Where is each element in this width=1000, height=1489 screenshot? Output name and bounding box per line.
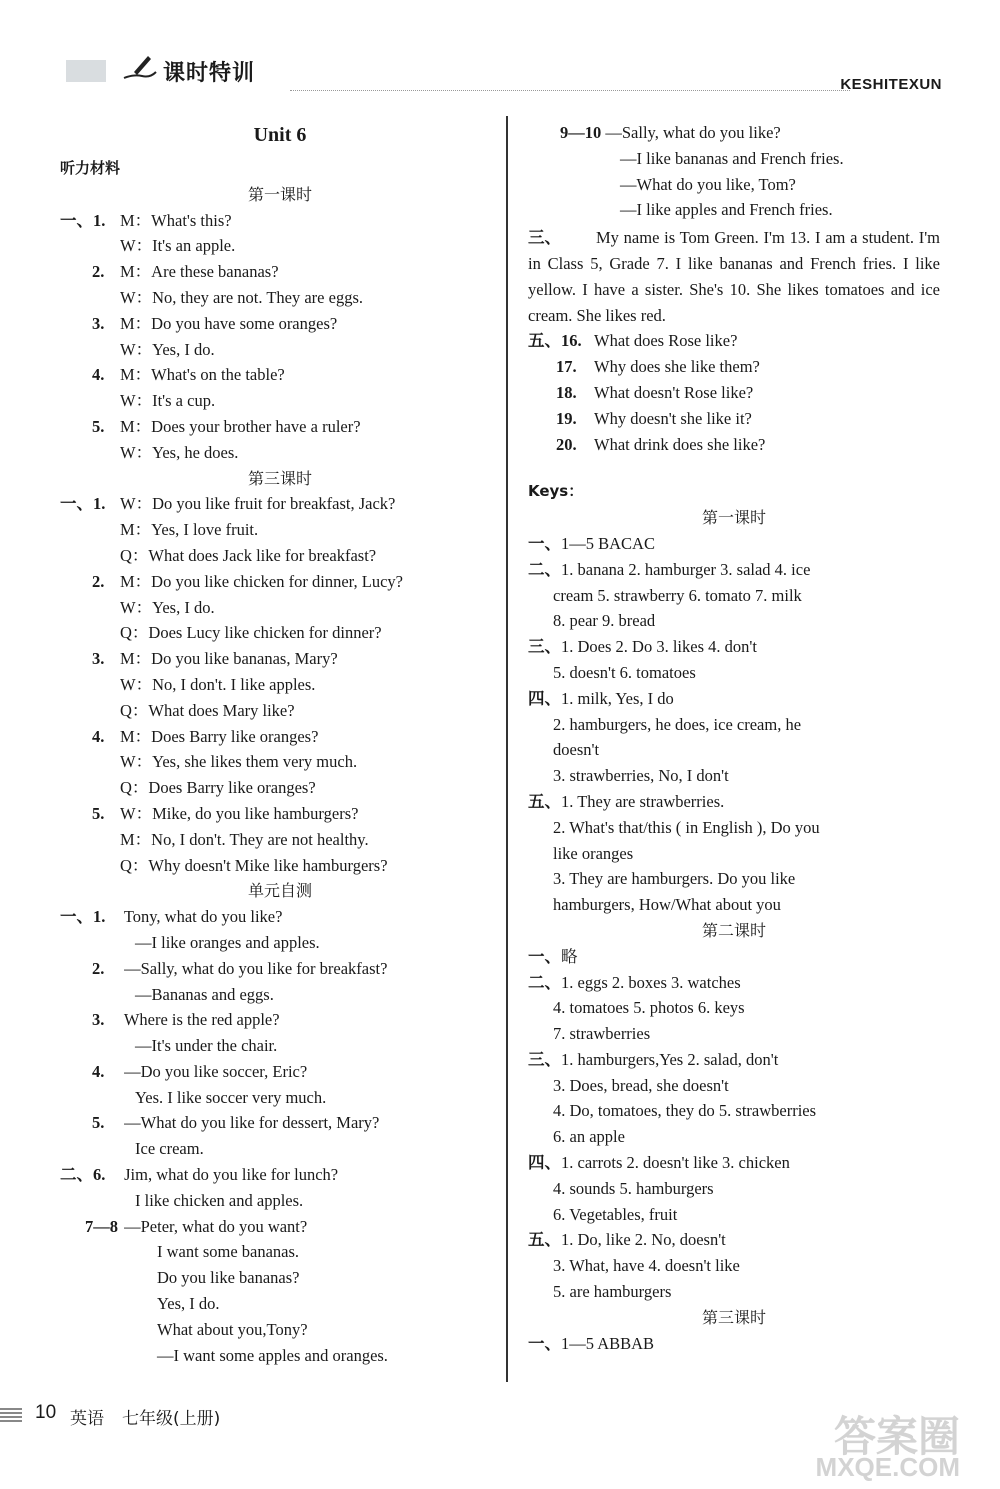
line-text: 1. Does 2. Do 3. likes 4. don't: [561, 637, 757, 657]
text-line: [528, 146, 940, 172]
line-text: Where is the red apple?: [120, 1010, 280, 1030]
text-line: [528, 583, 940, 609]
item-number: 17.: [556, 357, 577, 377]
text-line: [528, 686, 940, 712]
text-line: [528, 1073, 940, 1099]
text-line: [60, 1162, 500, 1188]
section-heading: 第一课时: [701, 508, 766, 528]
line-text: Why does she like them?: [594, 357, 760, 377]
item-number: 20.: [556, 434, 577, 454]
text-line: [60, 311, 500, 337]
line-text: —I like apples and French fries.: [620, 200, 833, 220]
item-number: 2.: [92, 571, 105, 591]
right-column: [528, 120, 940, 1356]
section-heading: 第二课时: [701, 920, 766, 940]
text-line: [528, 1124, 940, 1150]
line-text: M：Does Barry like oranges?: [120, 726, 319, 746]
text-line: [528, 354, 940, 380]
text-line: [60, 233, 500, 259]
line-text: W：Yes, I do.: [120, 339, 215, 359]
item-number: 4.: [92, 1061, 105, 1081]
line-text: —What do you like, Tom?: [620, 174, 796, 194]
line-text: 1. eggs 2. boxes 3. watches: [561, 972, 741, 992]
line-text: —Do you like soccer, Eric?: [120, 1061, 308, 1081]
text-line: [528, 1227, 940, 1253]
text-line: [60, 491, 500, 517]
text-line: [60, 698, 500, 724]
item-number: 一、: [528, 1333, 561, 1353]
text-line: [528, 970, 940, 996]
text-line: [60, 1317, 500, 1343]
text-line: [528, 892, 940, 918]
line-text: —I like oranges and apples.: [135, 932, 320, 952]
text-line: [60, 1188, 500, 1214]
item-number: 5.: [92, 416, 105, 436]
line-text: What about you,Tony?: [157, 1319, 308, 1339]
text-line: [528, 815, 940, 841]
line-text: 6. an apple: [553, 1127, 625, 1147]
line-text: Q：What does Jack like for breakfast?: [120, 545, 377, 565]
line-text: —Peter, what do you want?: [120, 1216, 308, 1236]
text-line: [528, 1331, 940, 1357]
text-line: [528, 660, 940, 686]
line-text: 1. carrots 2. doesn't like 3. chicken: [561, 1153, 790, 1173]
text-line: [528, 1150, 940, 1176]
text-line: [60, 982, 500, 1008]
line-text: doesn't: [553, 740, 600, 760]
text-line: [60, 1136, 500, 1162]
text-line: [60, 388, 500, 414]
text-line: [528, 608, 940, 634]
watermark-logo: 答案圈: [833, 1412, 960, 1461]
text-line: [60, 1007, 500, 1033]
text-line: [60, 1265, 500, 1291]
item-number: 一、1.: [60, 907, 106, 927]
line-text: M：Are these bananas?: [120, 262, 279, 282]
text-line: [60, 1239, 500, 1265]
line-text: 6. Vegetables, fruit: [553, 1204, 678, 1224]
text-line: [528, 380, 940, 406]
text-line: [60, 1110, 500, 1136]
text-line: [528, 197, 940, 223]
line-text: 3. strawberries, No, I don't: [553, 766, 729, 786]
line-text: 5. are hamburgers: [553, 1282, 672, 1302]
line-text: —Sally, what do you like?: [601, 123, 781, 142]
watermark-url: MXQE.COM: [815, 1452, 960, 1482]
line-text: What drink does she like?: [594, 434, 766, 454]
logo-text: 课时特训: [163, 61, 256, 86]
section-heading: 第一课时: [247, 184, 312, 204]
text-line: [60, 414, 500, 440]
line-text: 5. doesn't 6. tomatoes: [553, 662, 696, 682]
line-text: —Sally, what do you like for breakfast?: [120, 958, 388, 978]
left-column: [60, 120, 500, 1368]
text-line: [528, 1176, 940, 1202]
text-line: [60, 749, 500, 775]
passage-number: 三、: [528, 228, 561, 248]
text-line: [60, 775, 500, 801]
line-text: —I want some apples and oranges.: [157, 1345, 388, 1365]
item-number: 一、1.: [60, 494, 106, 514]
listening-continued: [528, 120, 940, 223]
brand-latin: KESHITEXUN: [840, 76, 942, 93]
line-text: 2. What's that/this ( in English ), Do you: [553, 817, 820, 837]
listening-material: [60, 182, 500, 1369]
line-text: W：No, I don't. I like apples.: [120, 674, 316, 694]
text-line: [60, 259, 500, 285]
subject-label: 英语: [70, 1409, 104, 1429]
text-line: [60, 337, 500, 363]
line-text: 1. Do, like 2. No, doesn't: [561, 1230, 726, 1250]
line-text: What does Rose like?: [594, 331, 738, 351]
text-line: [60, 362, 500, 388]
line-text: 2. hamburgers, he does, ice cream, he: [553, 714, 802, 734]
item-number: 一、1.: [60, 210, 106, 230]
line-text: 1—5 ABBAB: [561, 1333, 655, 1353]
text-line: [528, 1202, 940, 1228]
line-text: M：Do you like bananas, Mary?: [120, 649, 338, 669]
line-text: —I like bananas and French fries.: [620, 148, 844, 168]
questions-list: [528, 328, 940, 457]
text-line: [60, 543, 500, 569]
item-number: 二、6.: [60, 1165, 106, 1185]
text-line: [528, 712, 940, 738]
text-line: [60, 853, 500, 879]
item-number: 五、16.: [528, 331, 582, 351]
page-icon: [0, 1408, 22, 1424]
text-line: [60, 930, 500, 956]
line-text: cream 5. strawberry 6. tomato 7. milk: [553, 585, 802, 605]
line-text: 4. tomatoes 5. photos 6. keys: [553, 998, 745, 1018]
line-text: Yes. I like soccer very much.: [135, 1087, 327, 1107]
grade-label: 七年级(上册): [122, 1409, 221, 1429]
line-text: Yes, I do.: [157, 1294, 220, 1314]
text-line: [528, 944, 940, 970]
line-text: Q：Why doesn't Mike like hamburgers?: [120, 855, 388, 875]
item-number: 二、: [528, 559, 561, 579]
pen-icon: [120, 54, 160, 84]
text-line: [60, 827, 500, 853]
line-text: 3. They are hamburgers. Do you like: [553, 869, 796, 889]
item-number: 3.: [92, 1010, 105, 1030]
item-number: 四、: [528, 688, 561, 708]
item-number: 4.: [92, 365, 105, 385]
line-text: Q：What does Mary like?: [120, 700, 295, 720]
line-text: 3. What, have 4. doesn't like: [553, 1256, 740, 1276]
line-text: M：What's this?: [120, 210, 232, 230]
text-line: [528, 328, 940, 354]
item-number: 7—8: [85, 1216, 118, 1236]
line-text: 1. hamburgers,Yes 2. salad, don't: [561, 1049, 779, 1069]
line-text: What doesn't Rose like?: [594, 382, 754, 402]
line-text: 4. Do, tomatoes, they do 5. strawberries: [553, 1101, 817, 1121]
text-line: [60, 956, 500, 982]
text-line: [528, 1047, 940, 1073]
item-number: 5.: [92, 1113, 105, 1133]
text-line: [528, 406, 940, 432]
header-dotted-line: [290, 90, 850, 91]
text-line: [528, 634, 940, 660]
text-line: [528, 531, 940, 557]
text-line: [60, 517, 500, 543]
text-line: [60, 595, 500, 621]
item-number: 3.: [92, 649, 105, 669]
text-line: [60, 672, 500, 698]
text-line: [528, 995, 940, 1021]
line-text: W：It's an apple.: [120, 236, 236, 256]
answer-keys: [528, 505, 940, 1356]
text-line: [60, 724, 500, 750]
line-text: M：No, I don't. They are not healthy.: [120, 829, 369, 849]
line-text: 1—5 BACAC: [561, 533, 655, 553]
item-number: 5.: [92, 803, 105, 823]
line-text: Do you like bananas?: [157, 1268, 300, 1288]
passage: [528, 225, 940, 328]
unit-title: Unit 6: [253, 124, 307, 146]
line-text: M：Do you like chicken for dinner, Lucy?: [120, 571, 403, 591]
text-line: [528, 866, 940, 892]
line-text: 3. Does, bread, she doesn't: [553, 1075, 729, 1095]
line-text: like oranges: [553, 843, 634, 863]
text-line: [60, 1214, 500, 1240]
line-text: 1. They are strawberries.: [561, 791, 725, 811]
page-header: [0, 50, 1000, 100]
item-number: 3.: [92, 313, 105, 333]
text-line: [60, 208, 500, 234]
listening-label: 听力材料: [60, 159, 121, 177]
text-line: [528, 789, 940, 815]
section-heading: 第三课时: [701, 1307, 766, 1327]
text-line: [528, 841, 940, 867]
line-text: —It's under the chair.: [135, 1036, 278, 1056]
text-line: [60, 620, 500, 646]
text-line: [528, 1098, 940, 1124]
text-line: [60, 904, 500, 930]
line-text: M：Do you have some oranges?: [120, 313, 338, 333]
line-text: W：No, they are not. They are eggs.: [120, 287, 363, 307]
text-line: [528, 763, 940, 789]
item-number: 4.: [92, 726, 105, 746]
line-text: 略: [561, 946, 578, 966]
line-text: W：Yes, he does.: [120, 442, 239, 462]
line-text: 4. sounds 5. hamburgers: [553, 1178, 714, 1198]
item-number: 四、: [528, 1153, 561, 1173]
line-text: I like chicken and apples.: [135, 1190, 304, 1210]
item-number: 一、: [528, 946, 561, 966]
text-line: [528, 120, 940, 146]
line-text: Tony, what do you like?: [120, 907, 283, 927]
text-line: [528, 1253, 940, 1279]
line-text: Jim, what do you like for lunch?: [120, 1165, 339, 1185]
item-number: 一、: [528, 533, 561, 553]
line-text: Why doesn't she like it?: [594, 408, 752, 428]
text-line: [60, 285, 500, 311]
logo-block: [66, 60, 106, 82]
item-number: 2.: [92, 958, 105, 978]
line-text: W：Yes, I do.: [120, 597, 215, 617]
text-line: [528, 1021, 940, 1047]
text-line: [528, 557, 940, 583]
line-text: I want some bananas.: [157, 1242, 300, 1262]
text-line: [528, 737, 940, 763]
item-number: 五、: [528, 791, 561, 811]
line-text: 1. milk, Yes, I do: [561, 688, 674, 708]
line-text: —Bananas and eggs.: [135, 984, 274, 1004]
text-line: [60, 1343, 500, 1369]
column-divider: [506, 116, 508, 1382]
keys-label: Keys：: [528, 482, 584, 501]
line-text: Q：Does Lucy like chicken for dinner?: [120, 623, 382, 643]
item-number: 五、: [528, 1230, 561, 1250]
line-text: W：It's a cup.: [120, 391, 216, 411]
item-number: 18.: [556, 382, 577, 402]
line-text: hamburgers, How/What about you: [553, 895, 781, 915]
section-heading: 单元自测: [247, 881, 312, 901]
line-text: M：Does your brother have a ruler?: [120, 416, 361, 436]
text-line: [60, 1085, 500, 1111]
item-number: 三、: [528, 637, 561, 657]
line-text: W：Yes, she likes them very much.: [120, 752, 358, 772]
line-text: W：Mike, do you like hamburgers?: [120, 803, 359, 823]
text-line: [60, 801, 500, 827]
item-number: 2.: [92, 262, 105, 282]
line-text: 1. banana 2. hamburger 3. salad 4. ice: [561, 559, 811, 579]
item-number: 三、: [528, 1049, 561, 1069]
text-line: [528, 172, 940, 198]
page-number: 10: [35, 1402, 57, 1423]
text-line: [60, 646, 500, 672]
text-line: [60, 1033, 500, 1059]
line-text: 7. strawberries: [553, 1024, 651, 1044]
text-line: [60, 1059, 500, 1085]
text-line: [60, 1291, 500, 1317]
line-text: Q：Does Barry like oranges?: [120, 778, 316, 798]
passage-text: My name is Tom Green. I'm 13. I am a student. I'm in Class 5, Grade 7. I like bananas and French fries. I like yellow. I have a sister. She's 10. She likes tomatoes and ice cream. She likes red.: [528, 228, 940, 325]
item-number: 9—10: [560, 123, 602, 142]
text-line: [528, 432, 940, 458]
item-number: 19.: [556, 408, 577, 428]
line-text: 8. pear 9. bread: [553, 611, 656, 631]
text-line: [60, 440, 500, 466]
line-text: M：What's on the table?: [120, 365, 285, 385]
line-text: W：Do you like fruit for breakfast, Jack?: [120, 494, 396, 514]
line-text: M：Yes, I love fruit.: [120, 520, 259, 540]
text-line: [528, 1279, 940, 1305]
text-line: [60, 569, 500, 595]
section-heading: 第三课时: [247, 468, 312, 488]
line-text: Ice cream.: [135, 1139, 204, 1159]
item-number: 二、: [528, 972, 561, 992]
line-text: —What do you like for dessert, Mary?: [120, 1113, 380, 1133]
